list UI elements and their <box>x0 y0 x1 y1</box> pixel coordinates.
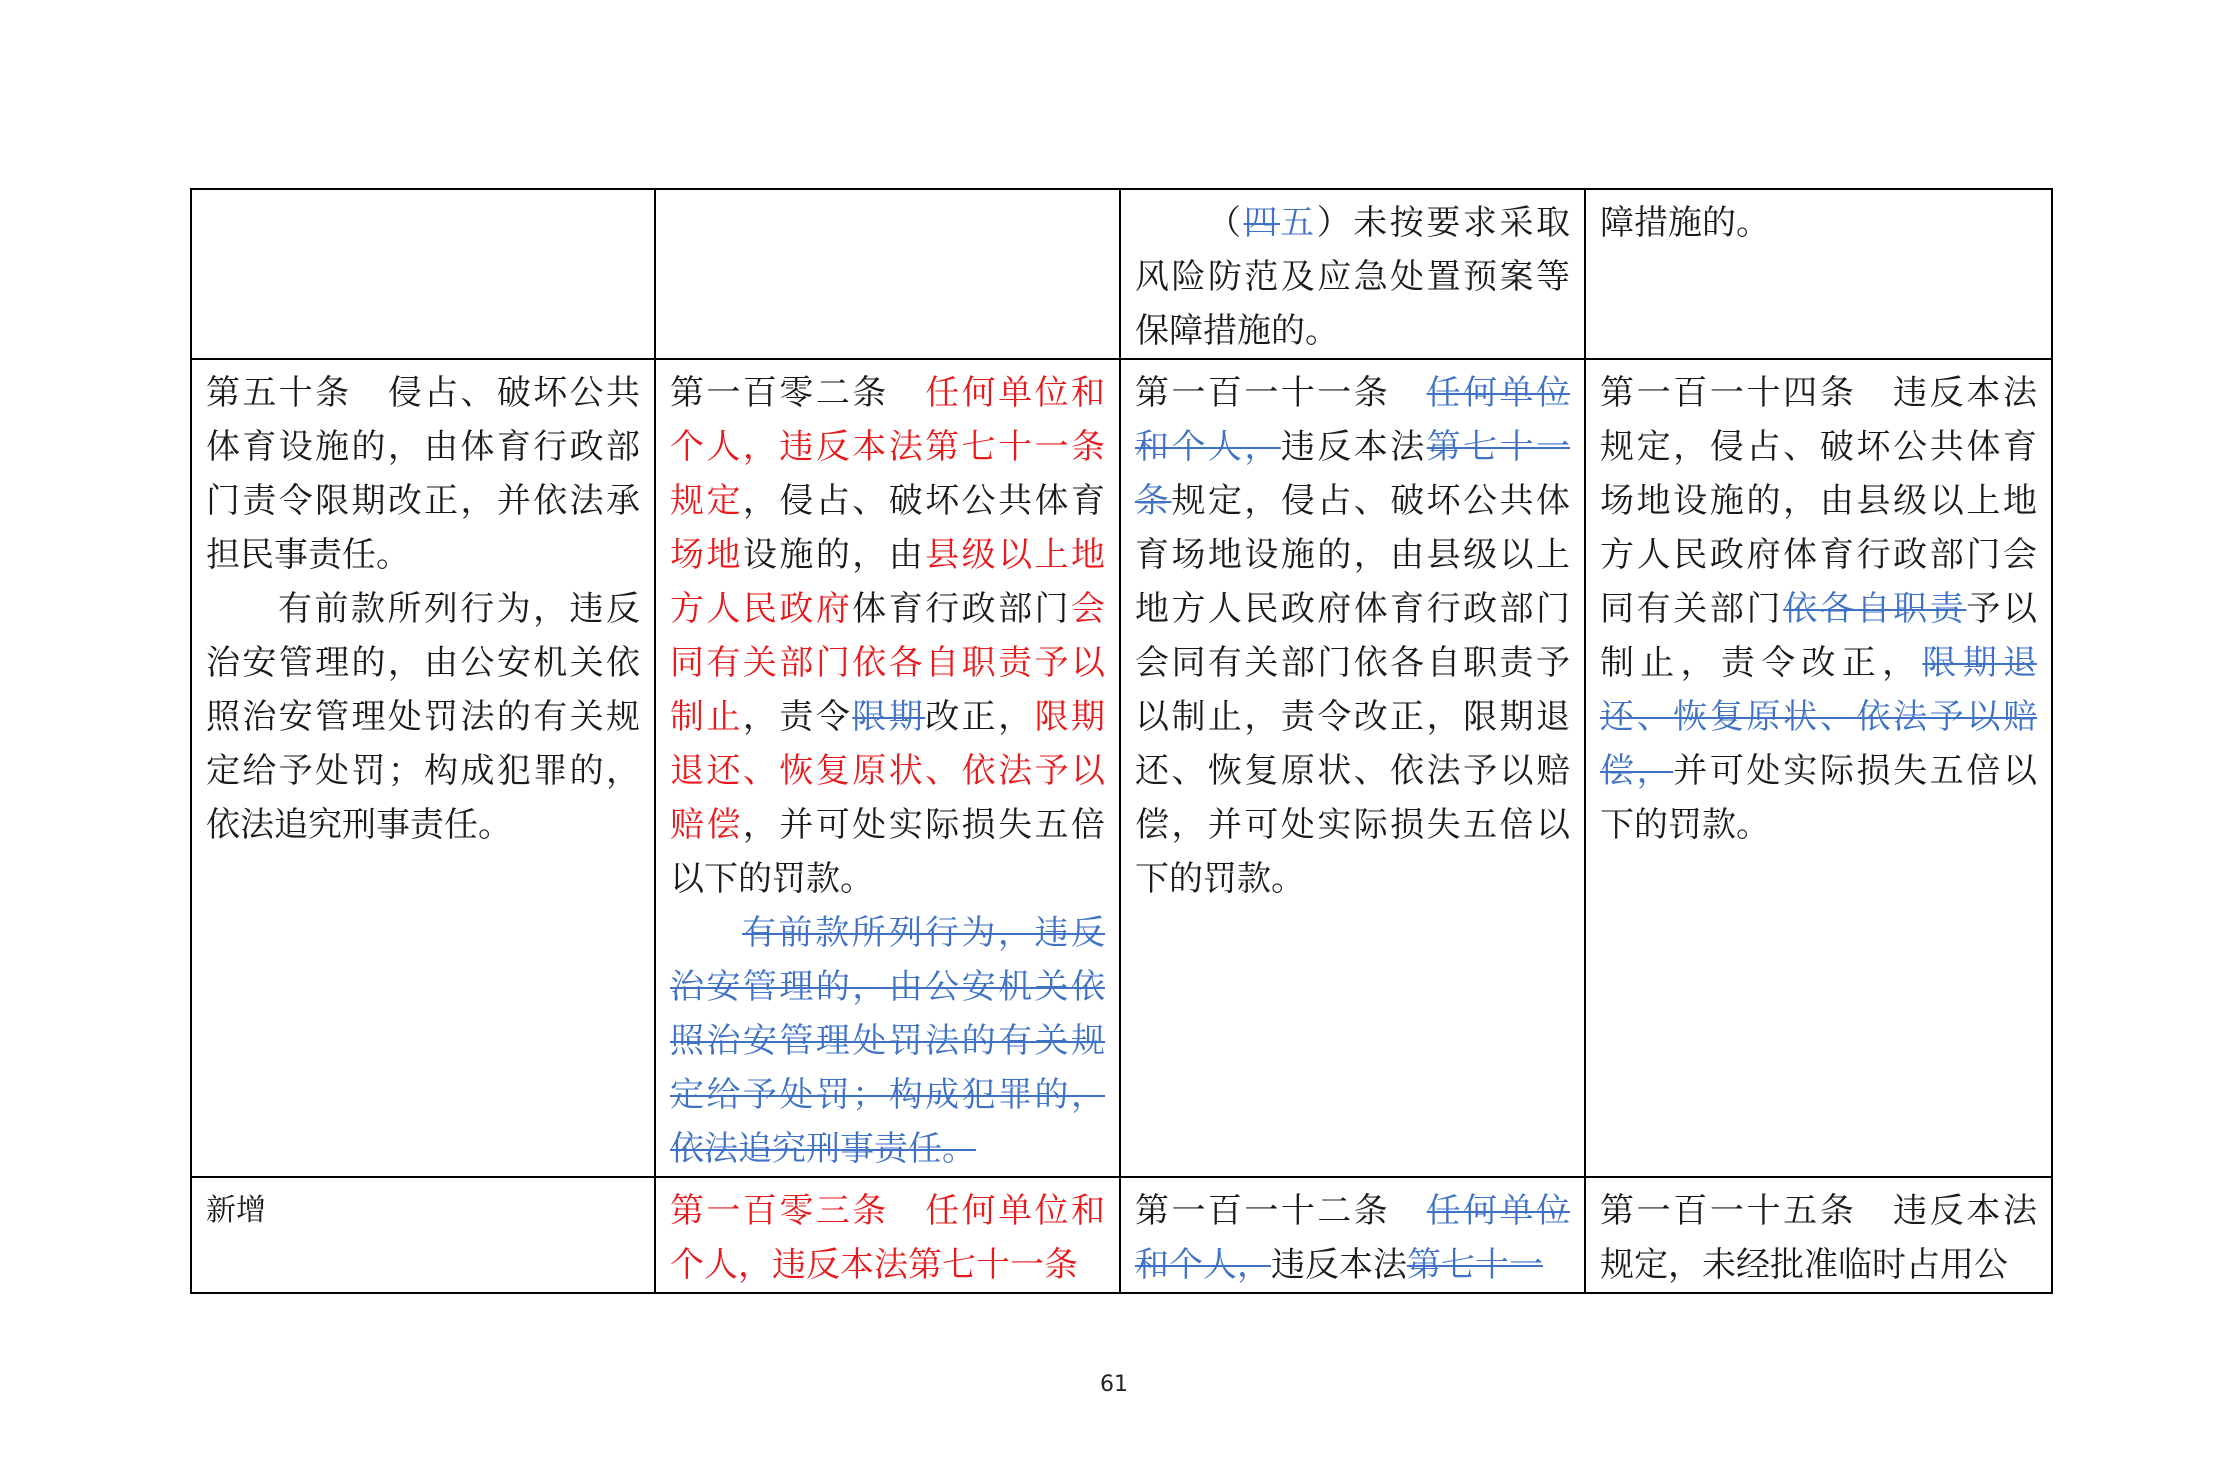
comparison-table <box>190 188 2053 1294</box>
cell-final-law <box>1585 189 2052 359</box>
added-text: 场地 <box>670 535 743 575</box>
deleted-text: 第七十一 <box>1407 1245 1543 1285</box>
page-number: 61 <box>1100 1372 1128 1397</box>
cell-final-law <box>1585 1177 2052 1293</box>
inserted-text: 五 <box>1280 203 1317 243</box>
cell-draft-one <box>655 359 1120 1177</box>
deleted-text: 任何单位和个人， <box>1135 373 1571 467</box>
clause-paragraph: （四五）未按要求采取风险防范及应急处置预案等保障措施的。 <box>1135 203 1571 351</box>
cell-final-law <box>1585 359 2052 1177</box>
article-50-second-paragraph: 有前款所列行为，违反治安管理的，由公安机关依照治安管理处罚法的有关规定给予处罚；构成犯罪的，依法追究刑事责任。 <box>206 589 640 845</box>
cell-draft-one <box>655 1177 1120 1293</box>
deleted-text: 限期退还、恢复原状、依法予以赔偿， <box>1600 643 2038 791</box>
article-115-paragraph: 第一百一十五条 违反本法规定，未经批准临时占用公 <box>1600 1191 2037 1285</box>
table-row <box>191 189 2052 359</box>
added-text: 县级以上地方人民政府 <box>670 535 1106 629</box>
cell-original-law <box>191 189 655 359</box>
cell-draft-two <box>1120 1177 1585 1293</box>
added-text: 限期退还、恢复原状、依法予以赔偿 <box>670 697 1106 845</box>
deleted-text: 限期 <box>852 697 926 737</box>
cell-original-law <box>191 359 655 1177</box>
article-103-paragraph: 第一百零三条 任何单位和个人，违反本法第七十一条 <box>670 1191 1105 1285</box>
cell-draft-one <box>655 189 1120 359</box>
deleted-paragraph: 有前款所列行为，违反治安管理的，由公安机关依照治安管理处罚法的有关规定给予处罚；构成犯罪的，依法追究刑事责任。 <box>670 913 1105 1169</box>
cell-draft-two <box>1120 189 1585 359</box>
deleted-text: 依各自职责 <box>1783 589 1967 629</box>
article-102-paragraph: 第一百零二条 任何单位和个人，违反本法第七十一条规定，侵占、破坏公共体育场地设施的，由县级以上地方人民政府体育行政部门会同有关部门依各自职责予以制止，责令限期改正，限期退还、恢复原状、依法予以赔偿，并可处实际损失五倍以下的罚款。 <box>670 373 1106 899</box>
added-text: 任何单位和个人，违反本法第七十一条规定 <box>670 373 1106 521</box>
cell-original-law <box>191 1177 655 1293</box>
deleted-text: 第七十一条 <box>1135 427 1571 521</box>
clause-paragraph: 障措施的。 <box>1600 203 1770 243</box>
deleted-text: 任何单位和个人， <box>1135 1191 1571 1285</box>
article-111-paragraph: 第一百一十一条 任何单位和个人，违反本法第七十一条规定，侵占、破坏公共体育场地设施的，由县级以上地方人民政府体育行政部门会同有关部门依各自职责予以制止，责令改正，限期退还、恢复原状、依法予以赔偿，并可处实际损失五倍以下的罚款。 <box>1135 373 1571 899</box>
table-row <box>191 1177 2052 1293</box>
table-row <box>191 359 2052 1177</box>
added-text: 会同有关部门依各自职责予以制止 <box>670 589 1106 737</box>
article-112-paragraph: 第一百一十二条 任何单位和个人，违反本法第七十一 <box>1135 1191 1571 1285</box>
article-114-paragraph: 第一百一十四条 违反本法规定，侵占、破坏公共体育场地设施的，由县级以上地方人民政府体育行政部门会同有关部门依各自职责予以制止，责令改正，限期退还、恢复原状、依法予以赔偿，并可处实际损失五倍以下的罚款。 <box>1600 373 2038 845</box>
new-article-label: 新增 <box>206 1193 266 1228</box>
cell-draft-two <box>1120 359 1585 1177</box>
deleted-text: 四 <box>1243 203 1281 243</box>
article-50-paragraph: 第五十条 侵占、破坏公共体育设施的，由体育行政部门责令限期改正，并依法承担民事责任。 <box>206 373 640 575</box>
